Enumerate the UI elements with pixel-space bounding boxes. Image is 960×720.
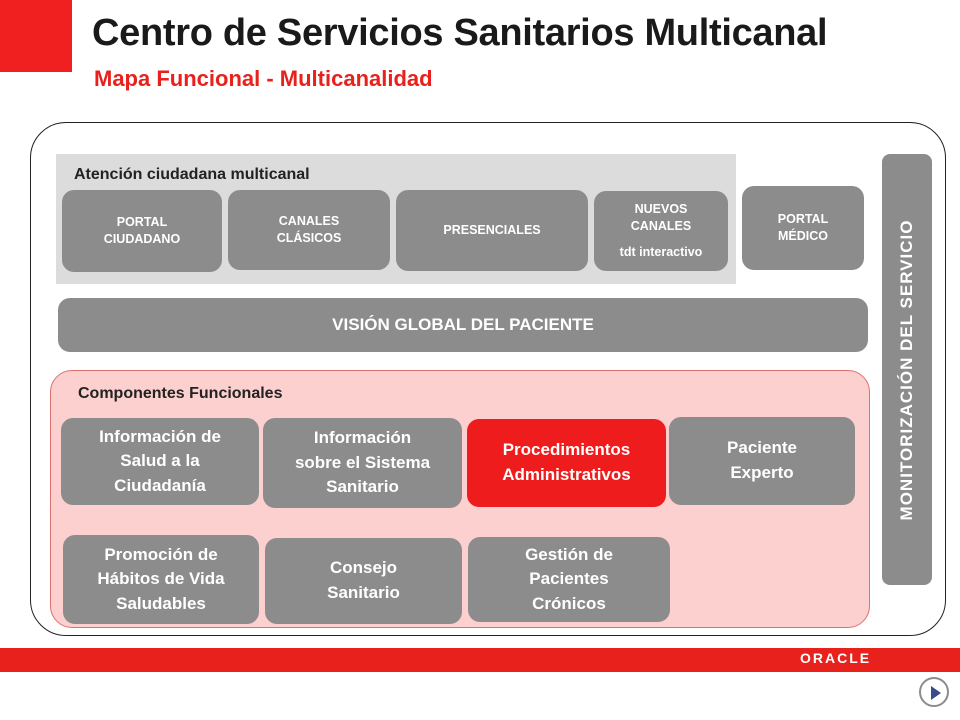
info-salud-box: Información de Salud a la Ciudadanía bbox=[61, 418, 259, 505]
portal-ciudadano-box: PORTAL CIUDADANO bbox=[62, 190, 222, 272]
atencion-label: Atención ciudadana multicanal bbox=[74, 166, 310, 183]
portal-medico-box: PORTAL MÉDICO bbox=[742, 186, 864, 270]
info-sistema-box: Información sobre el Sistema Sanitario bbox=[263, 418, 462, 508]
vision-global-bar: VISIÓN GLOBAL DEL PACIENTE bbox=[58, 298, 868, 352]
monitorizacion-bar bbox=[882, 154, 932, 585]
brand-square bbox=[0, 0, 72, 72]
oracle-logo: ORACLE bbox=[800, 650, 872, 666]
play-icon[interactable] bbox=[919, 677, 949, 707]
procedimientos-box: Procedimientos Administrativos bbox=[467, 419, 666, 507]
consejo-sanitario-box: Consejo Sanitario bbox=[265, 538, 462, 624]
componentes-label: Componentes Funcionales bbox=[78, 385, 283, 402]
monitorizacion-label: MONITORIZACIÓN DEL SERVICIO bbox=[897, 219, 916, 520]
presenciales-box: PRESENCIALES bbox=[396, 190, 588, 271]
tdt-interactivo-label: tdt interactivo bbox=[619, 244, 703, 259]
page-title: Centro de Servicios Sanitarios Multicanal bbox=[92, 12, 828, 54]
pacientes-cronicos-box: Gestión de Pacientes Crónicos bbox=[468, 537, 670, 622]
promocion-habitos-box: Promoción de Hábitos de Vida Saludables bbox=[63, 535, 259, 624]
nuevos-canales-box bbox=[594, 191, 728, 271]
canales-clasicos-box: CANALES CLÁSICOS bbox=[228, 190, 390, 270]
paciente-experto-box: Paciente Experto bbox=[669, 417, 855, 505]
nuevos-canales-label: NUEVOS CANALES bbox=[630, 201, 692, 234]
page-subtitle: Mapa Funcional - Multicanalidad bbox=[94, 66, 433, 91]
